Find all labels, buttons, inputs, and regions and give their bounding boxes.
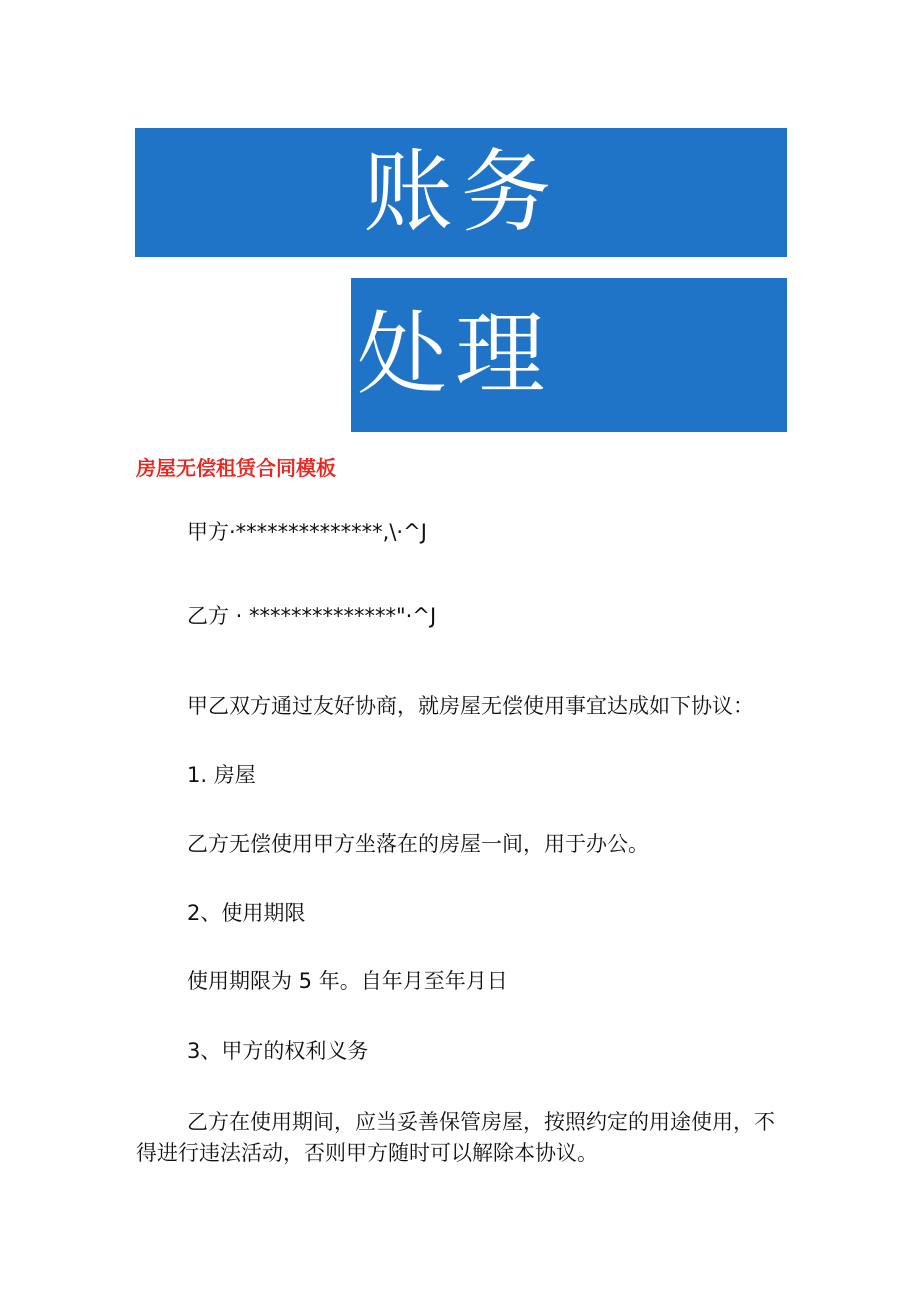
party-a-line: 甲方·**************,\·^J — [187, 520, 427, 544]
banner-text-line2: 处理 — [357, 302, 553, 407]
party-b-line: 乙方 · **************"·^J — [187, 604, 437, 628]
section-2-heading: 2、使用期限 — [187, 901, 306, 925]
section-3-heading: 3、甲方的权利义务 — [187, 1039, 369, 1063]
banner-text-line1: 账务 — [363, 139, 559, 245]
section-1-body: 乙方无偿使用甲方坐落在的房屋一间，用于办公。 — [187, 832, 649, 856]
intro-paragraph: 甲乙双方通过友好协商，就房屋无偿使用事宜达成如下协议： — [187, 694, 754, 718]
banner-top — [135, 128, 787, 257]
banner-bottom — [351, 278, 787, 432]
section-2-body: 使用期限为 5 年。自年月至年月日 — [187, 969, 508, 993]
section-1-heading: 1. 房屋 — [187, 763, 256, 787]
document-title: 房屋无偿租赁合同模板 — [136, 456, 336, 480]
section-3-body: 乙方在使用期间，应当妥善保管房屋，按照约定的用途使用，不得进行违法活动，否则甲方随时可以解除本协议。 — [136, 1110, 775, 1165]
